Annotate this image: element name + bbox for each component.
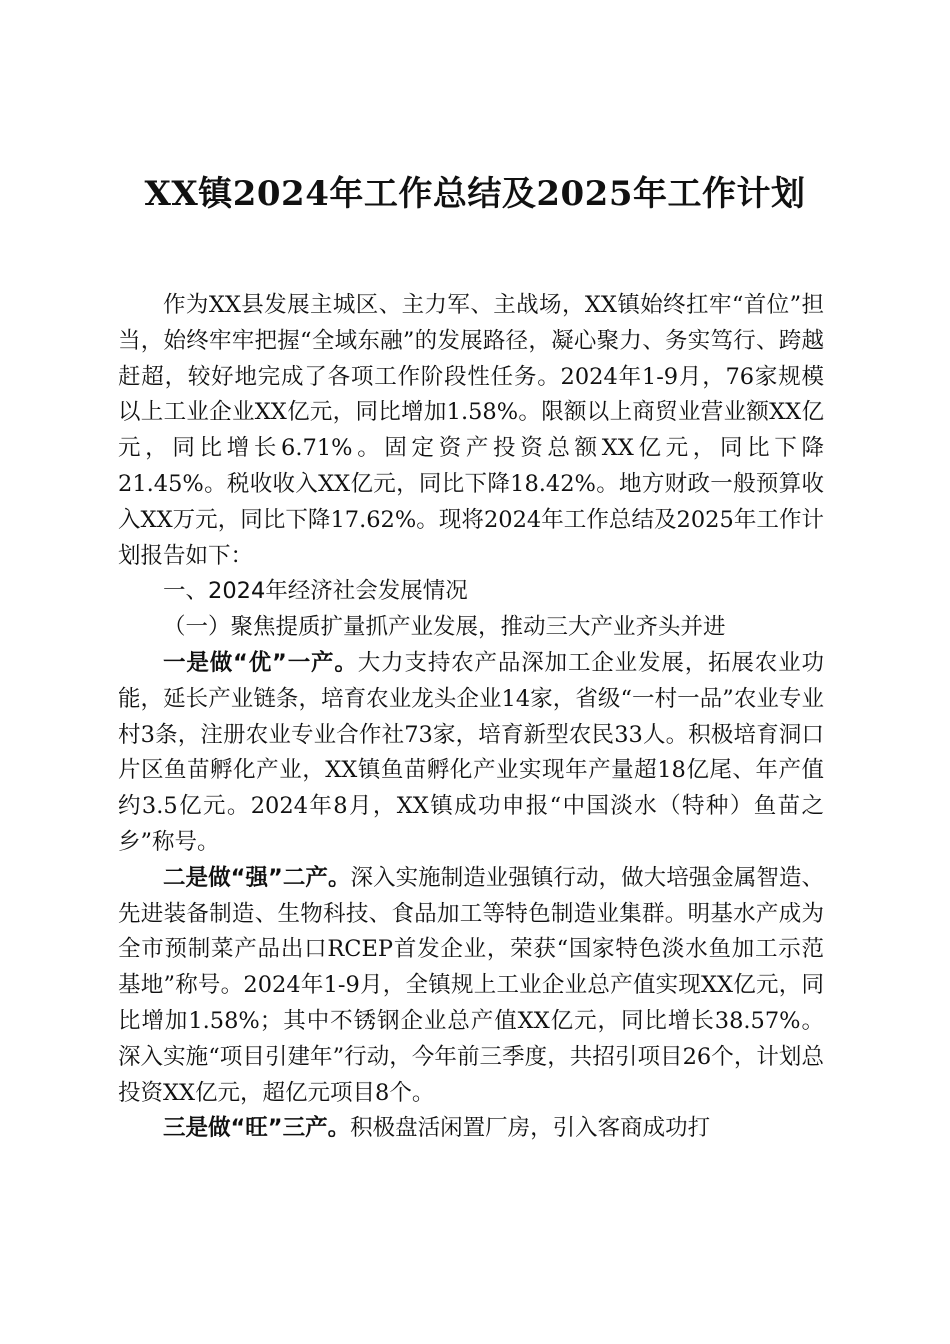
document-body [118, 288, 824, 1147]
item-lead-2: 二是做“强”二产。 [163, 864, 351, 891]
item-text-2: 深入实施制造业强镇行动，做大培强金属智造、先进装备制造、生物科技、食品加工等特色制造业集群。明基水产成为全市预制菜产品出口RCEP首发企业，荣获“国家特色淡水鱼加工示范基地”称号。2024年1-9月，全镇规上工业企业总产值实现XX亿元，同比增加1.58%；其中不锈钢企业总产值XX亿元，同比增长38.57%。深入实施“项目引建年”行动，今年前三季度，共招引项目26个，计划总投资XX亿元，超亿元项目8个。 [118, 864, 824, 1106]
item-paragraph-2 [118, 861, 824, 1112]
item-lead-3: 三是做“旺”三产。 [163, 1115, 351, 1142]
subsection-heading: （一）聚焦提质扩量抓产业发展，推动三大产业齐头并进 [163, 614, 726, 641]
item-text-1: 大力支持农产品深加工企业发展，拓展农业功能，延长产业链条，培育农业龙头企业14家，省级“一村一品”农业专业村3条，注册农业专业合作社73家，培育新型农民33人。积极培育洞口片区鱼苗孵化产业，XX镇鱼苗孵化产业实现年产量超18亿尾、年产值约3.5亿元。2024年8月，XX镇成功申报“中国淡水（特种）鱼苗之乡”称号。 [118, 649, 824, 855]
item-paragraph-3 [118, 1111, 824, 1147]
item-text-3: 积极盘活闲置厂房，引入客商成功打 [350, 1115, 711, 1142]
item-paragraph-1 [118, 646, 824, 861]
document-title: XX镇2024年工作总结及2025年工作计划 [144, 174, 806, 214]
section-heading: 一、2024年经济社会发展情况 [163, 578, 468, 605]
item-lead-1: 一是做“优”一产。 [163, 649, 358, 676]
intro-paragraph: 作为XX县发展主城区、主力军、主战场，XX镇始终扛牢“首位”担当，始终牢牢把握“全域东融”的发展路径，凝心聚力、务实笃行、跨越赶超，较好地完成了各项工作阶段性任务。2024年1-9月，76家规模以上工业企业XX亿元，同比增加1.58%。限额以上商贸业营业额XX亿元，同比增长6.71%。固定资产投资总额XX亿元，同比下降21.45%。税收收入XX亿元，同比下降18.42%。地方财政一般预算收入XX万元，同比下降17.62%。现将2024年工作总结及2025年工作计划报告如下： [118, 292, 824, 569]
